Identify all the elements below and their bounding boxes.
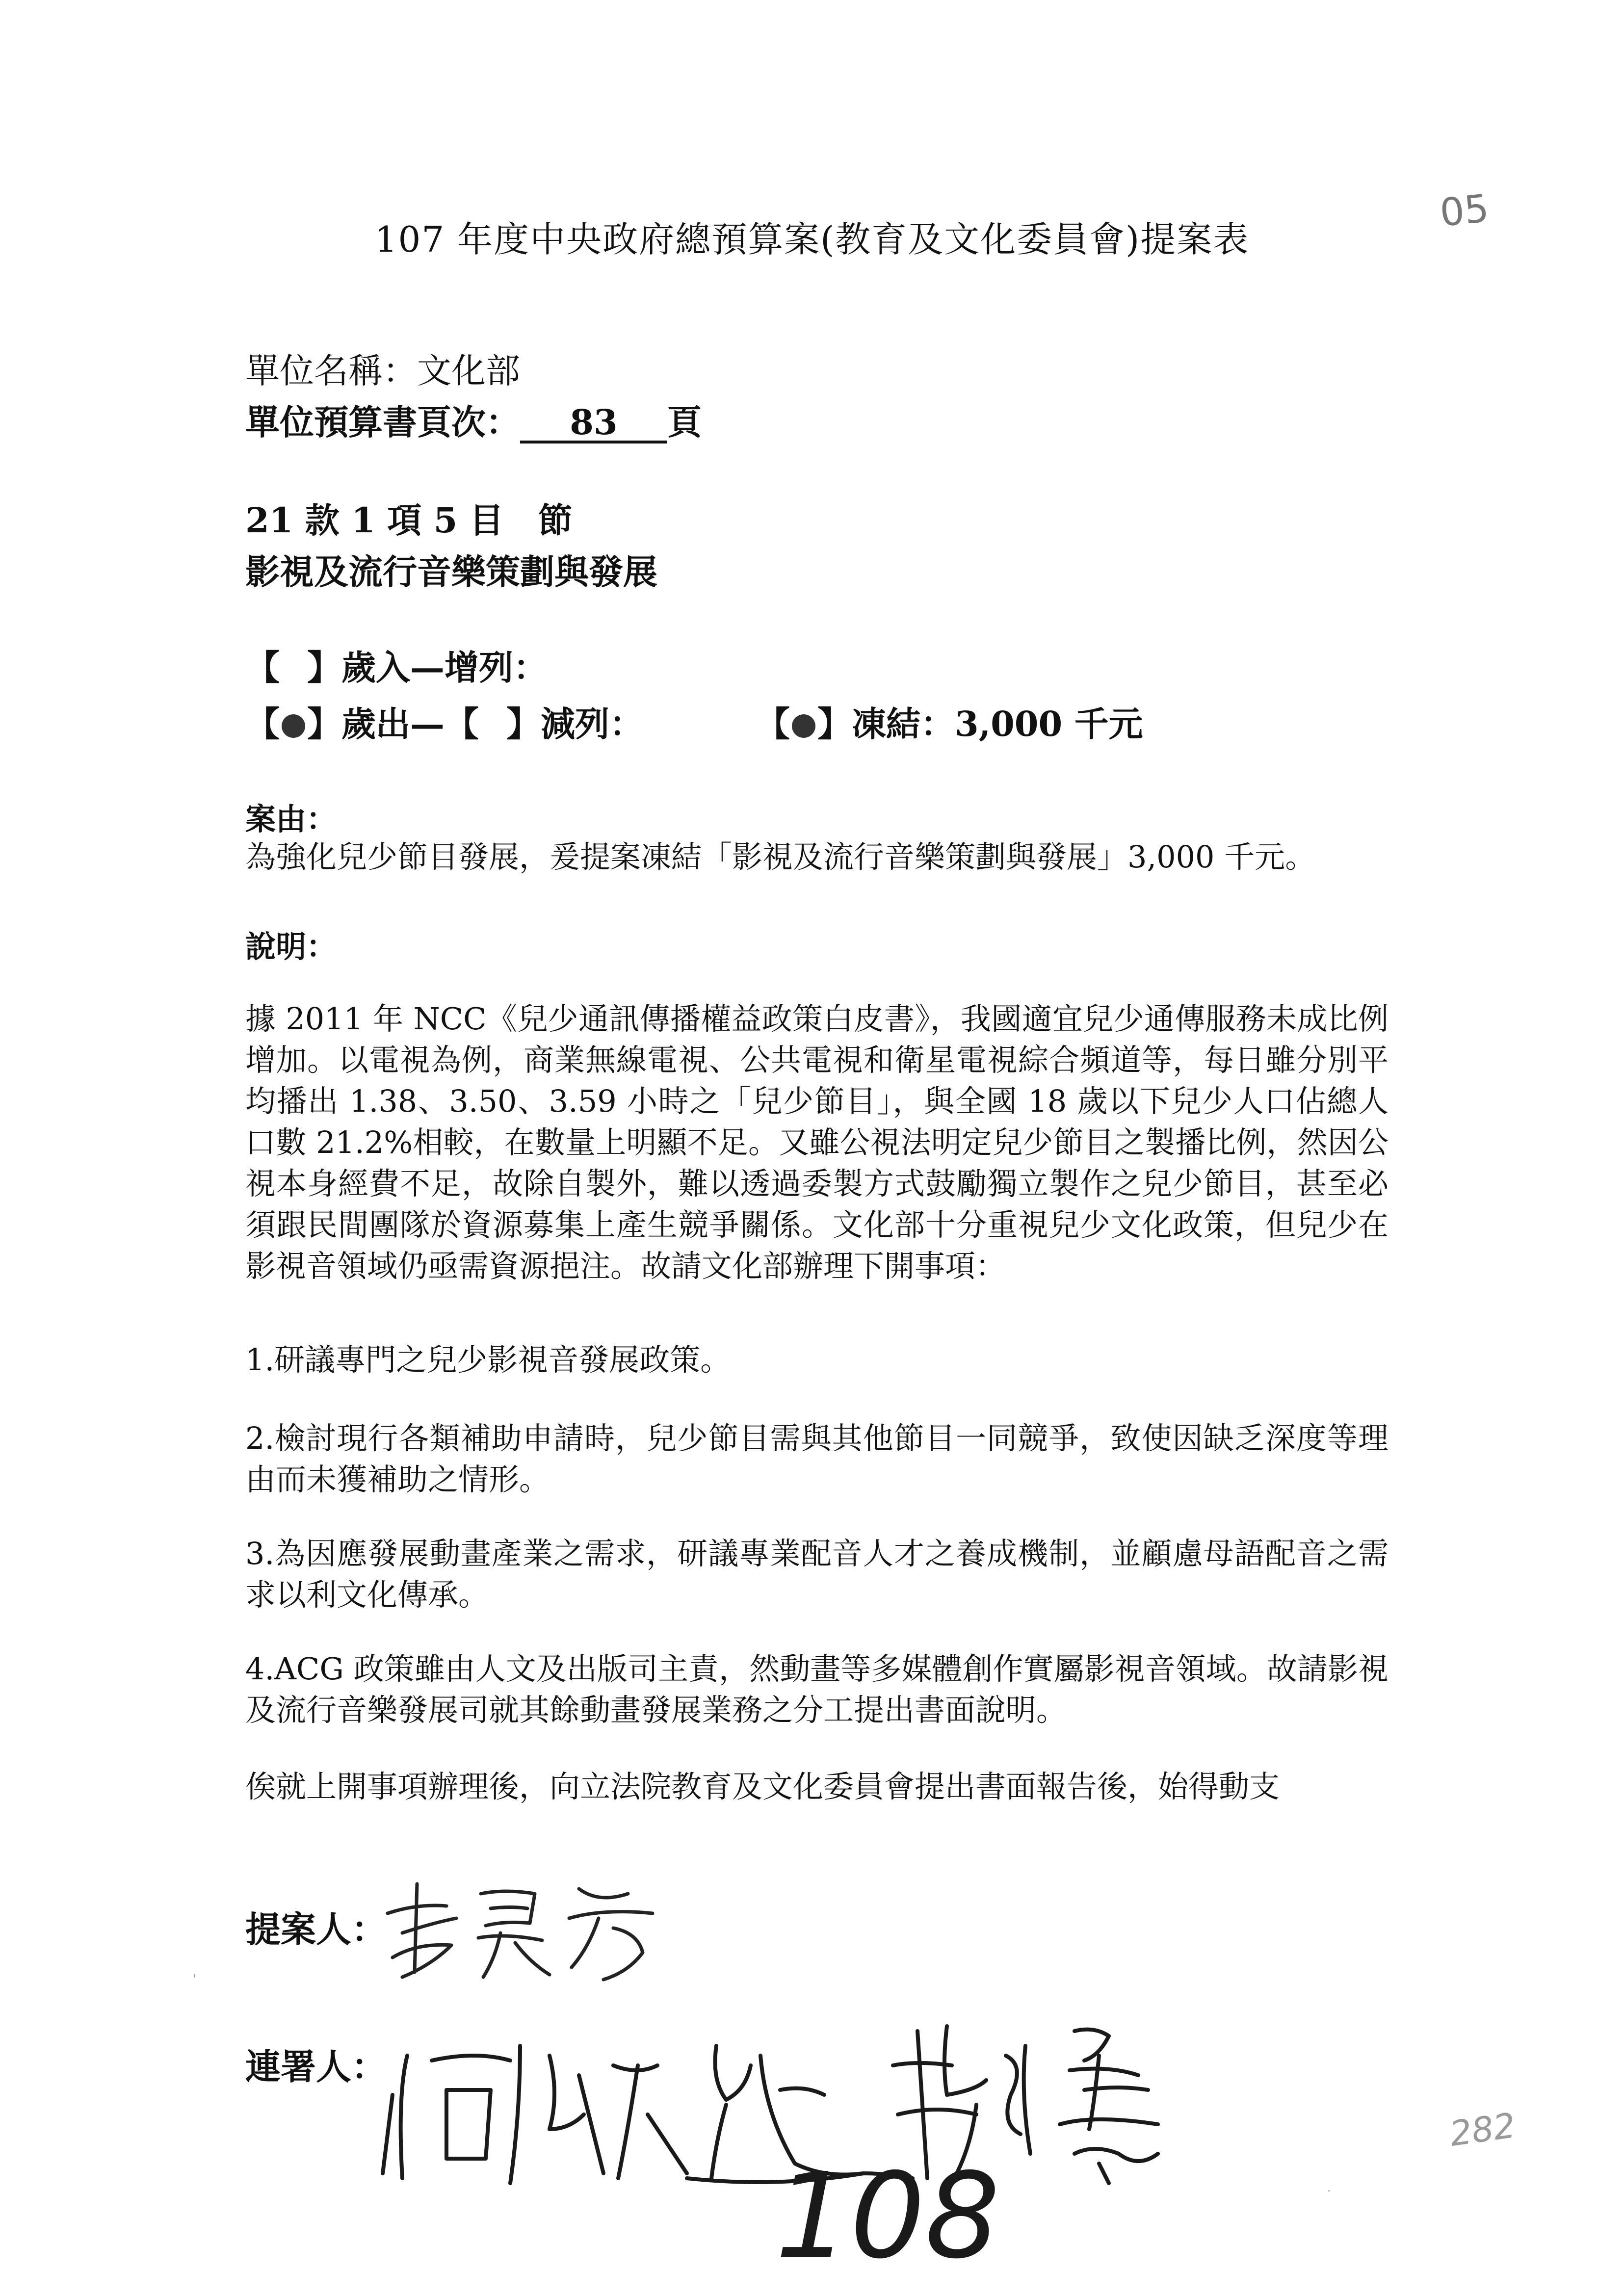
budget-page-suffix: 頁 [667, 402, 702, 443]
unit-name: 單位名稱：文化部 [245, 351, 520, 391]
option-revenue-increase: 【 】歲入—增列： [245, 647, 548, 688]
page-handwritten-note: 282 [1447, 2105, 1518, 2154]
explanation-label: 說明： [245, 929, 337, 965]
explanation-closing: 俟就上開事項辦理後，向立法院教育及文化委員會提出書面報告後，始得動支 [245, 1769, 1280, 1804]
explanation-intro: 據 2011 年 NCC《兒少通訊傳播權益政策白皮書》，我國適宜兒少通傳服務未成比例增加。以電視為例，商業無線電視、公共電視和衛星電視綜合頻道等，每日雖分別平均播出 1.38、3.50、3.59 小時之「兒少節目」，與全國 18 歲以下兒少人口佔總人口數 21.2%相較，在數量上明顯不足。又雖公視法明定兒少節目之製播比例，然因公視本身經費不足，故除自製外，難以透過委製方式鼓勵獨立製作之兒少節目，甚至必須跟民間團隊於資源募集上產生競爭關係。文化部十分重視兒少文化政策，但兒少在影視音領域仍亟需資源挹注。故請文化部辦理下開事項： [245, 1001, 1388, 1284]
reason-text: 為強化兒少節目發展，爰提案凍結「影視及流行音樂策劃與發展」3,000 千元。 [245, 839, 1316, 875]
cosigner-label: 連署人： [245, 2046, 387, 2087]
document-title: 107 年度中央政府總預算案(教育及文化委員會)提案表 [374, 219, 1250, 260]
corner-handwritten-mark: 05 [1438, 186, 1491, 235]
scan-speck: . [1327, 2181, 1331, 2194]
program-name: 影視及流行音樂策劃與發展 [245, 551, 657, 592]
reason-label: 案由： [245, 801, 337, 837]
budget-page-label: 單位預算書頁次： [245, 402, 520, 443]
explanation-item-4: 4.ACG 政策雖由人文及出版司主責，然動畫等多媒體創作實屬影視音領域。故請影視及流行音樂發展司就其餘動畫發展業務之分工提出書面說明。 [245, 1651, 1388, 1728]
scan-speck: ' [193, 1972, 196, 1986]
budget-code-line: 21 款 1 項 5 目 節 [245, 500, 573, 541]
checkbox-freeze-checked [792, 714, 815, 738]
checkbox-expenditure-checked [282, 714, 305, 738]
budget-page-line [245, 395, 702, 444]
option-freeze: 【 】凍結：3,000 千元 [756, 704, 1143, 744]
handwritten-number: 108 [775, 2147, 1000, 2262]
explanation-item-3: 3.為因應發展動畫產業之需求，研議專業配音人才之養成機制，並顧慮母語配音之需求以利文化傳承。 [245, 1536, 1388, 1613]
explanation-item-2: 2.檢討現行各類補助申請時，兒少節目需與其他節目一同競爭，致使因缺乏深度等理由而未獲補助之情形。 [245, 1420, 1388, 1497]
option-expenditure-row: 【 】歲出—【 】減列： [245, 704, 644, 744]
explanation-item-1: 1.研議專門之兒少影視音發展政策。 [245, 1342, 731, 1378]
cosigner-signatures-image [373, 1967, 1217, 2262]
budget-page-value: 83 [520, 404, 667, 444]
proposer-label: 提案人： [245, 1909, 387, 1950]
